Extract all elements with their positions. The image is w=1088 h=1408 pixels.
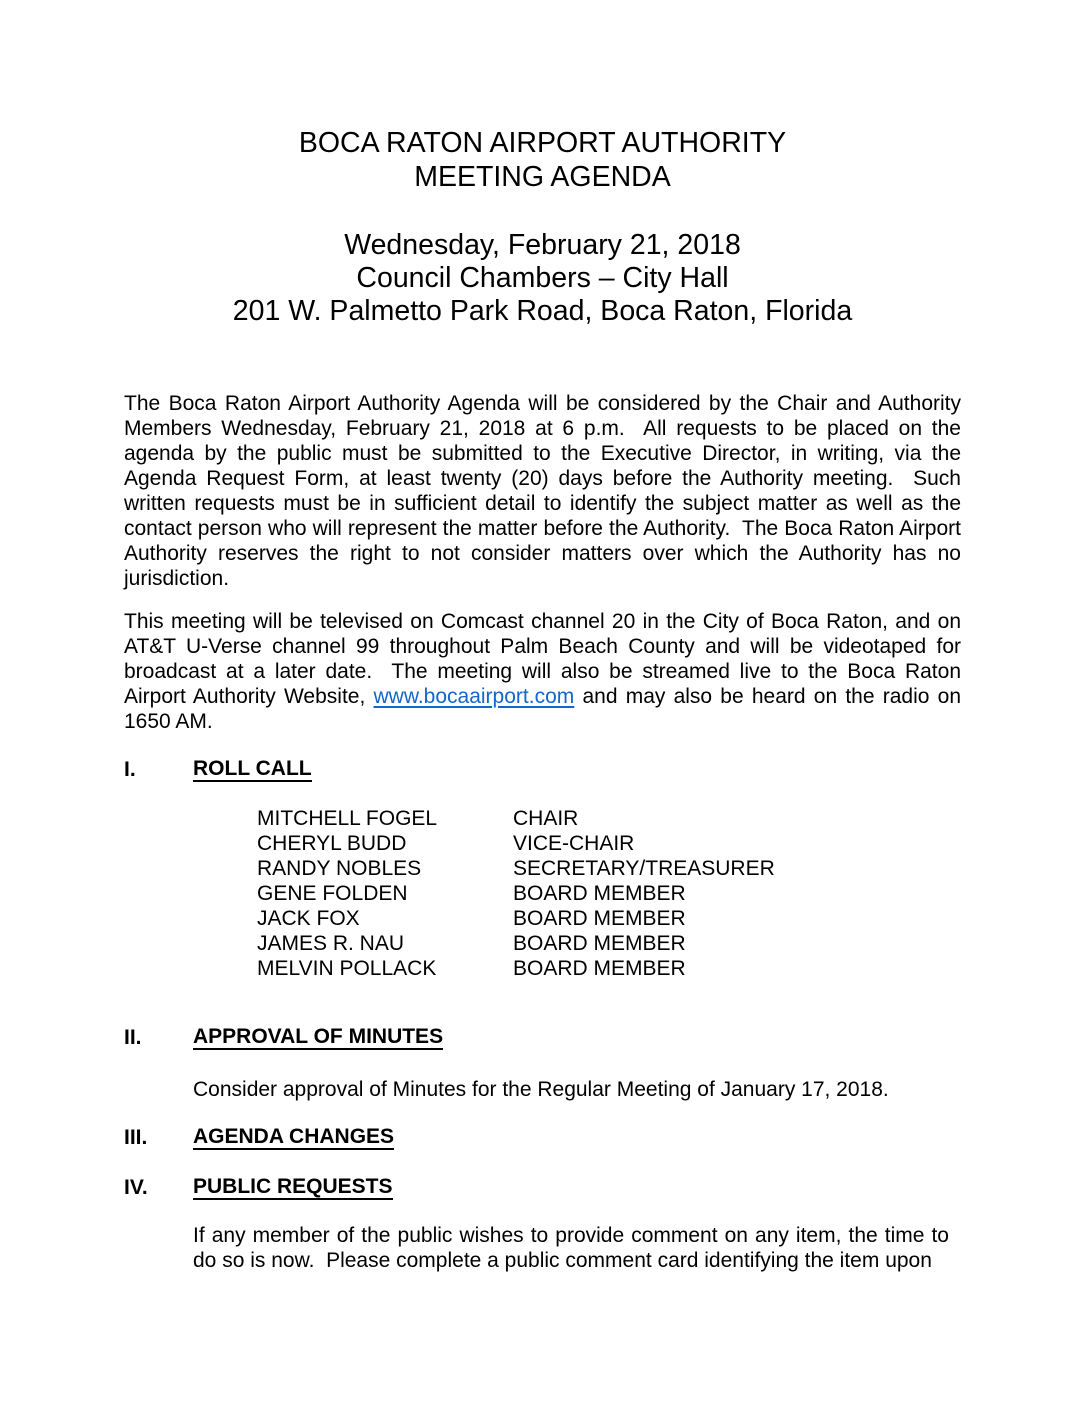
document-title-line2: MEETING AGENDA [414, 161, 671, 193]
intro-paragraph: The Boca Raton Airport Authority Agenda will be considered by the Chair and Authority Members Wednesday, February 21, 2018 at 6 p.m. All requests to be placed on the agenda by the public must be submitted to the Executive Director, in writing, via the Agenda Request Form, at least twenty (20) days before the Authority meeting. Such written requests must be in sufficient detail to identify the subject matter as well as the contact person who will represent the matter before the Authority. The Boca Raton Airport Authority reserves the right to not consider matters over which the Authority has no jurisdiction. [124, 392, 967, 590]
member-title: VICE-CHAIR [513, 832, 635, 855]
member-title: BOARD MEMBER [513, 932, 686, 955]
approval-of-minutes-body: Consider approval of Minutes for the Regular Meeting of January 17, 2018. [193, 1078, 889, 1101]
agenda-changes-title: AGENDA CHANGES [193, 1125, 395, 1148]
approval-of-minutes-title: APPROVAL OF MINUTES [193, 1025, 444, 1048]
meeting-location: Council Chambers – City Hall [356, 262, 729, 294]
approval-of-minutes-numeral: II. [124, 1026, 142, 1049]
member-title: BOARD MEMBER [513, 907, 686, 930]
member-name: MITCHELL FOGEL [257, 807, 438, 830]
meeting-address: 201 W. Palmetto Park Road, Boca Raton, Florida [232, 295, 853, 327]
public-requests-numeral: IV. [124, 1176, 148, 1199]
agenda-changes-numeral: III. [124, 1126, 148, 1149]
roll-call-row [257, 931, 961, 956]
meeting-date: Wednesday, February 21, 2018 [344, 229, 741, 261]
public-requests-title: PUBLIC REQUESTS [193, 1175, 393, 1198]
roll-call-row [257, 806, 961, 831]
member-name: RANDY NOBLES [257, 857, 422, 880]
member-name: MELVIN POLLACK [257, 957, 437, 980]
member-name: GENE FOLDEN [257, 882, 408, 905]
roll-call-numeral: I. [124, 758, 136, 781]
roll-call-row [257, 881, 961, 906]
broadcast-text-before-link: This meeting will be televised on Comcast channel 20 in the City of Boca Raton, and on AT&T U-Verse channel 99 throughout Palm Beach County and will be videotaped for broadcast at a later date. The meeting will also be streamed live to the Boca Raton Airport Authority Website, [124, 610, 967, 708]
member-title: BOARD MEMBER [513, 882, 686, 905]
broadcast-text-after-link: and may also be heard on the radio on 1650 AM. [124, 685, 967, 733]
document-title-line1: BOCA RATON AIRPORT AUTHORITY [298, 127, 787, 159]
member-title: SECRETARY/TREASURER [513, 857, 775, 880]
roll-call-row [257, 856, 961, 881]
member-name: JAMES R. NAU [257, 932, 405, 955]
section-public-requests-heading [124, 1175, 961, 1200]
member-name: JACK FOX [257, 907, 360, 930]
document-title [124, 126, 961, 194]
roll-call-list [257, 806, 961, 981]
member-title: CHAIR [513, 807, 579, 830]
roll-call-title: ROLL CALL [193, 757, 312, 780]
public-requests-body: If any member of the public wishes to provide comment on any item, the time to do so is now. Please complete a public comment card identifying the item upon [193, 1224, 955, 1272]
roll-call-row [257, 956, 961, 981]
meeting-info [124, 229, 961, 328]
website-link[interactable]: www.bocaairport.com [373, 685, 575, 708]
member-name: CHERYL BUDD [257, 832, 407, 855]
broadcast-paragraph [124, 609, 967, 734]
member-title: BOARD MEMBER [513, 957, 686, 980]
section-agenda-changes-heading [124, 1125, 961, 1150]
roll-call-row [257, 831, 961, 856]
section-roll-call-heading [124, 757, 961, 782]
section-approval-of-minutes-heading [124, 1025, 961, 1050]
roll-call-row [257, 906, 961, 931]
